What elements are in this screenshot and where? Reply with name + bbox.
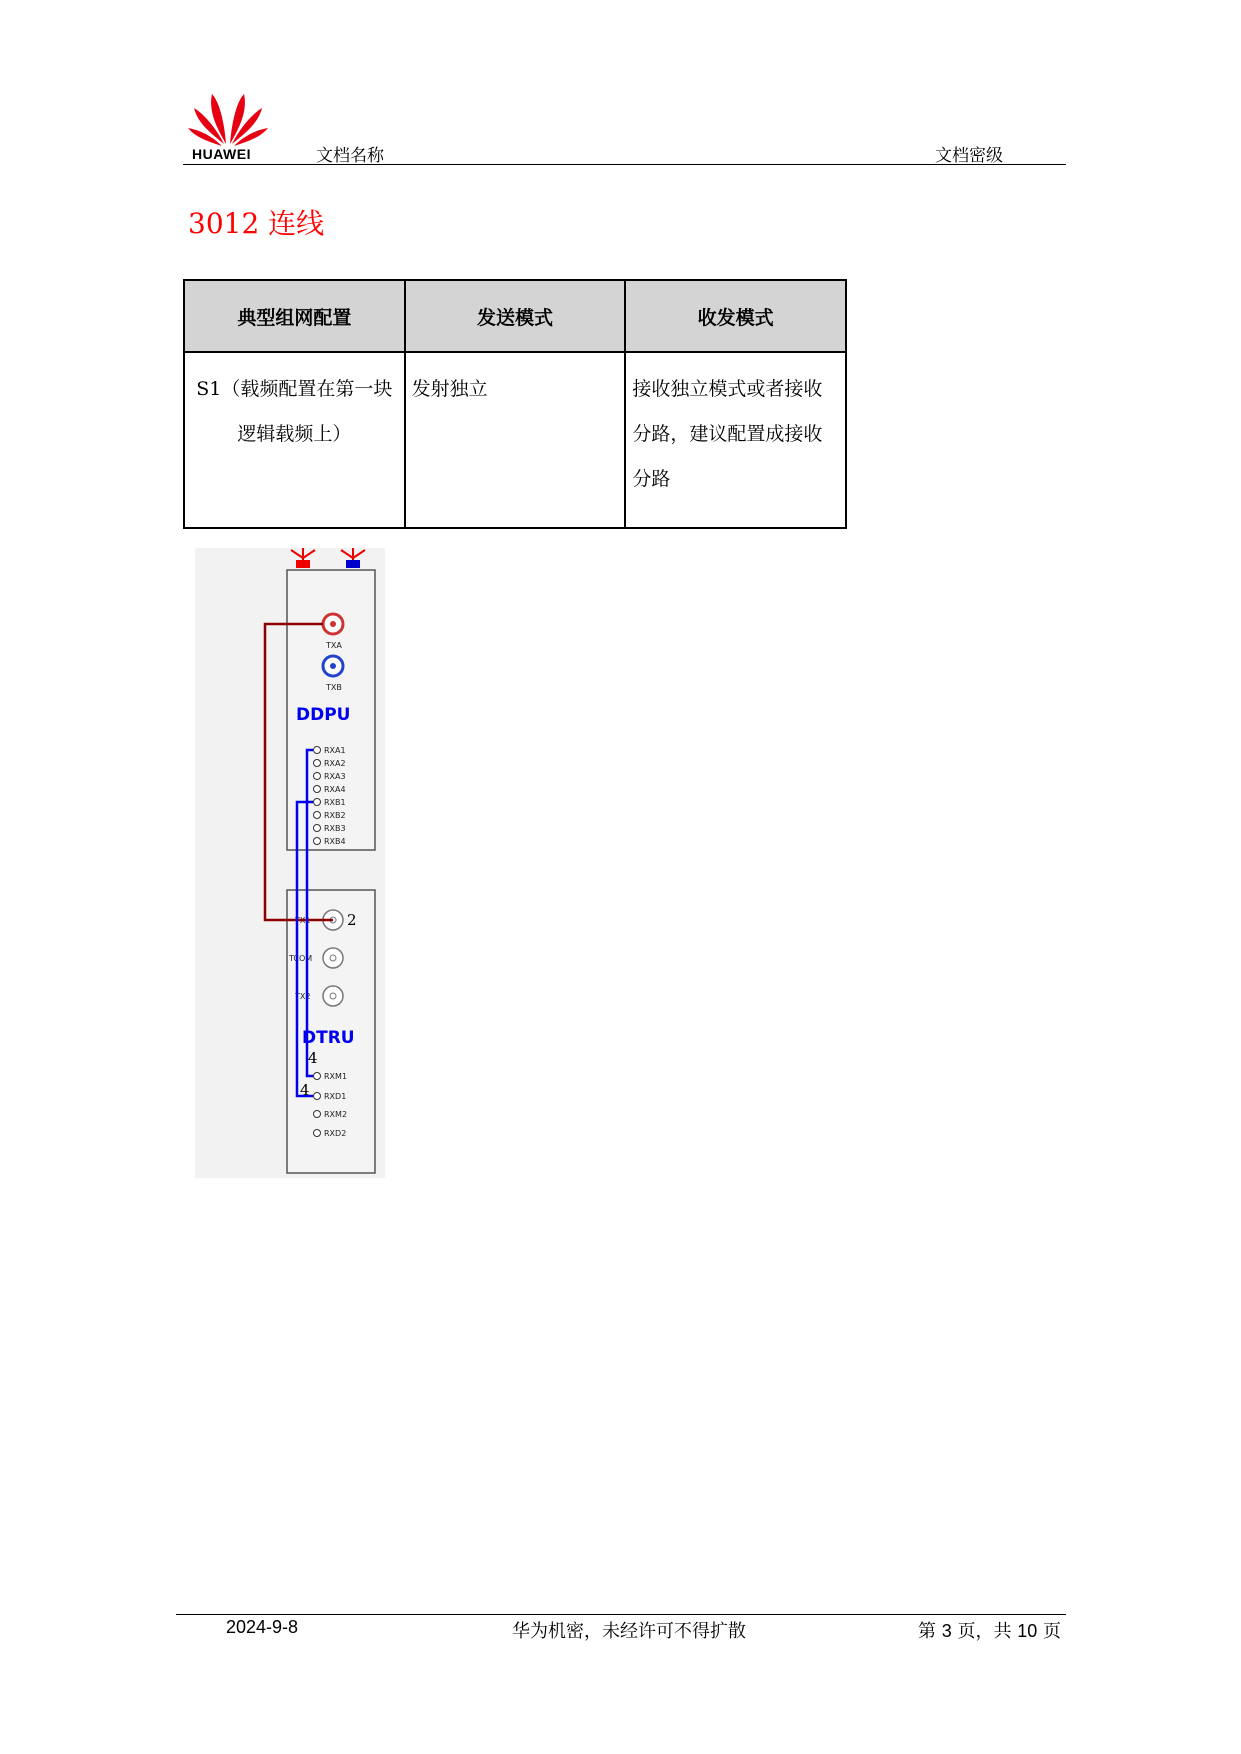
svg-text:RXM2: RXM2 xyxy=(324,1110,348,1119)
svg-text:RXB3: RXB3 xyxy=(324,824,346,833)
svg-text:RXD1: RXD1 xyxy=(324,1092,347,1101)
svg-text:RXM1: RXM1 xyxy=(324,1072,348,1081)
footer-rule xyxy=(176,1614,1066,1615)
table-header-cell: 收发模式 xyxy=(625,280,846,352)
footer-confidential: 华为机密，未经许可不得扩散 xyxy=(512,1621,746,1642)
svg-text:RXA3: RXA3 xyxy=(324,772,346,781)
cable-label: 4 xyxy=(308,1049,318,1067)
cable-label: 2 xyxy=(347,911,357,929)
antenna-b-icon xyxy=(341,548,365,568)
svg-text:RXD2: RXD2 xyxy=(324,1129,347,1138)
cabling-diagram xyxy=(195,548,385,1178)
dtru-label: DTRU xyxy=(302,1028,355,1048)
svg-text:RXB2: RXB2 xyxy=(324,811,346,820)
document-name: 文档名称 xyxy=(316,146,384,166)
svg-text:RXB1: RXB1 xyxy=(324,798,346,807)
footer-page-number: 第 3 页，共 10 页 xyxy=(918,1621,1061,1642)
tx2-label: TX2 xyxy=(295,992,311,1001)
table-header-cell: 发送模式 xyxy=(405,280,626,352)
svg-text:RXA2: RXA2 xyxy=(324,759,346,768)
antenna-a-icon xyxy=(291,548,315,568)
table-header-cell: 典型组网配置 xyxy=(184,280,405,352)
svg-text:RXA1: RXA1 xyxy=(324,746,346,755)
tx2-port-icon xyxy=(323,986,343,1006)
ddpu-label: DDPU xyxy=(296,705,351,725)
cable-label: 4 xyxy=(300,1081,310,1099)
header-rule xyxy=(183,164,1066,165)
txb-label: TXB xyxy=(326,683,342,692)
tx1-label: TX1 xyxy=(295,916,311,925)
svg-text:RXB4: RXB4 xyxy=(324,837,346,846)
table-cell: 发射独立 xyxy=(405,352,626,528)
table-row xyxy=(184,352,846,528)
huawei-wordmark: HUAWEI xyxy=(192,146,251,162)
document-classification: 文档密级 xyxy=(935,146,1003,166)
footer-date: 2024-9-8 xyxy=(226,1617,299,1637)
table-header-row xyxy=(184,280,846,352)
svg-text:RXA4: RXA4 xyxy=(324,785,346,794)
table-cell: 接收独立模式或者接收分路，建议配置成接收分路 xyxy=(625,352,846,528)
config-table xyxy=(183,279,847,529)
txa-label: TXA xyxy=(326,641,342,650)
tcom-label: TCOM xyxy=(289,954,313,963)
section-title: 3012 连线 xyxy=(188,207,325,240)
tcom-port-icon xyxy=(323,948,343,968)
table-cell: S1（载频配置在第一块逻辑载频上） xyxy=(184,352,405,528)
